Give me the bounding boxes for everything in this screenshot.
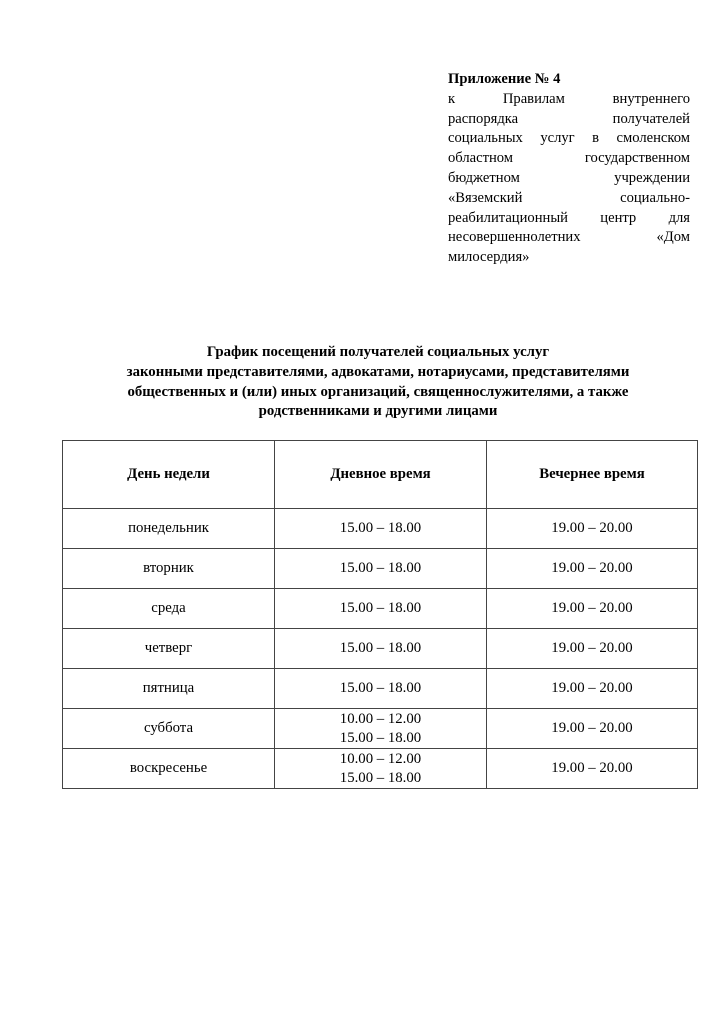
title-line: График посещений получателей социальных услуг [206,344,550,360]
header-day-time: Дневное время [275,441,487,509]
header-evening-time: Вечернее время [487,441,698,509]
day-cell: пятница [63,669,275,709]
appendix-line: несовершеннолетних «Дом [448,229,690,246]
table-row [63,629,698,669]
day-cell: среда [63,589,275,629]
appendix-block [448,70,690,268]
evening-time-cell: 19.00 – 20.00 [487,669,698,709]
day-time-cell [275,589,487,629]
day-time-cell [275,749,487,789]
title-line: родственниками и другими лицами [258,403,498,420]
evening-time-cell: 19.00 – 20.00 [487,629,698,669]
day-cell: суббота [63,709,275,749]
evening-time-cell: 19.00 – 20.00 [487,749,698,789]
evening-time-cell: 19.00 – 20.00 [487,589,698,629]
time-range: 15.00 – 18.00 [339,520,422,536]
time-range: 10.00 – 12.00 [339,750,422,767]
appendix-line: областном государственном [448,150,690,167]
day-time-cell [275,549,487,589]
day-time-cell [275,629,487,669]
appendix-line: социальных услуг в смоленском [448,130,690,147]
day-cell: вторник [63,549,275,589]
appendix-title: Приложение № 4 [448,71,561,87]
appendix-line: милосердия» [448,249,530,266]
day-cell: воскресенье [63,749,275,789]
evening-time-cell: 19.00 – 20.00 [487,709,698,749]
day-time-cell [275,709,487,749]
appendix-line: к Правилам внутреннего [448,90,690,107]
evening-time-cell: 19.00 – 20.00 [487,549,698,589]
table-row [63,669,698,709]
day-time-cell [275,509,487,549]
appendix-line: бюджетном учреждении [448,169,690,186]
time-range: 15.00 – 18.00 [339,600,422,616]
appendix-line: «Вяземский социально- [448,189,690,206]
evening-time-cell: 19.00 – 20.00 [487,509,698,549]
header-day-of-week: День недели [63,441,275,509]
table-row [63,749,698,789]
table-row [63,549,698,589]
table-row [63,509,698,549]
time-range: 15.00 – 18.00 [339,680,422,696]
day-cell: четверг [63,629,275,669]
visit-schedule-table [62,440,698,789]
title-line: общественных и (или) иных организаций, священнослужителями, а также [127,383,629,400]
day-time-cell [275,669,487,709]
title-line: законными представителями, адвокатами, нотариусами, представителями [126,363,630,380]
time-range: 10.00 – 12.00 [339,710,422,727]
appendix-line: реабилитационный центр для [448,209,690,226]
time-range: 15.00 – 18.00 [339,729,422,746]
time-range: 15.00 – 18.00 [339,769,422,786]
document-title [60,343,696,422]
time-range: 15.00 – 18.00 [339,640,422,656]
table-row [63,709,698,749]
time-range: 15.00 – 18.00 [339,560,422,576]
table-header-row [63,441,698,509]
day-cell: понедельник [63,509,275,549]
table-row [63,589,698,629]
appendix-line: распорядка получателей [448,110,690,127]
